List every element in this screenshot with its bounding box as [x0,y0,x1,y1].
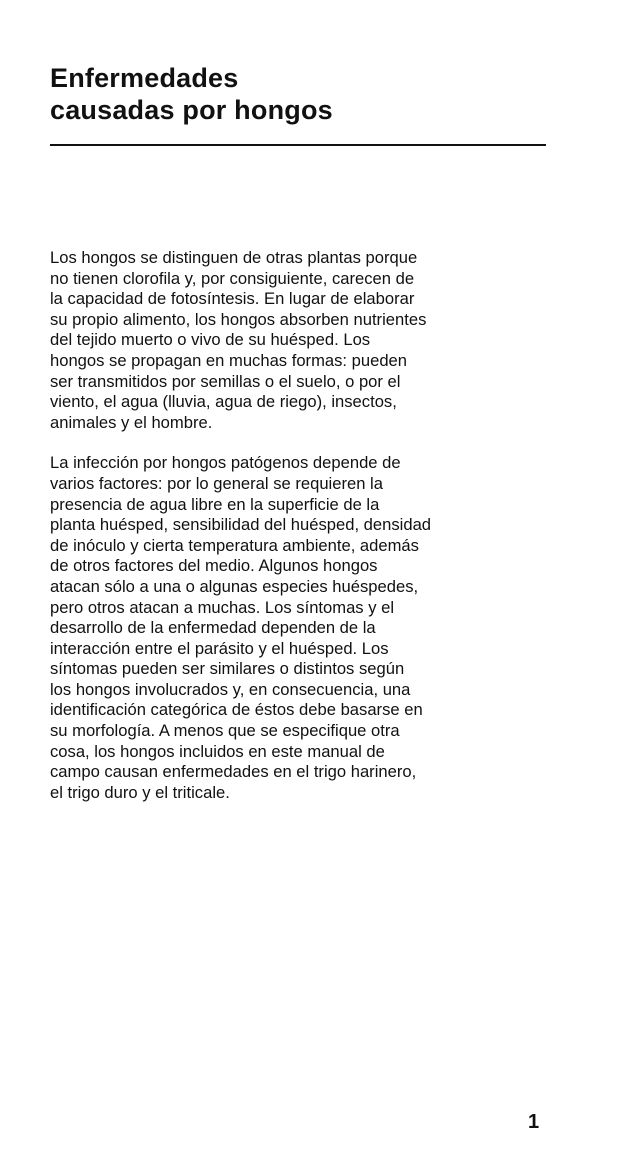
paragraph-line: pero otros atacan a muchas. Los síntomas y el [50,597,395,617]
title-divider [50,144,546,146]
paragraph-line: varios factores: por lo general se requieren la [50,473,383,493]
page-number: 1 [528,1111,540,1133]
paragraph-line: interacción entre el parásito y el huésped. Los [50,638,389,658]
paragraph-line: los hongos involucrados y, en consecuencia, una [50,679,411,699]
paragraph-line: animales y el hombre. [50,412,213,432]
paragraph-line: su propio alimento, los hongos absorben nutrientes [50,309,427,329]
paragraph-line: Los hongos se distinguen de otras plantas porque [50,248,418,267]
paragraph-line: identificación categórica de éstos debe basarse en [50,700,423,720]
paragraph-1 [50,248,550,433]
paragraph-line: el trigo duro y el triticale. [50,782,230,802]
paragraph-line: su morfología. A menos que se especifique otra [50,721,400,741]
paragraph-line: cosa, los hongos incluidos en este manual de [50,741,385,761]
paragraph-line: de otros factores del medio. Algunos hongos [50,556,378,576]
paragraph-line: síntomas pueden ser similares o distintos según [50,659,405,679]
paragraph-line: desarrollo de la enfermedad dependen de la [50,618,376,638]
paragraph-line: viento, el agua (lluvia, agua de riego), insectos, [50,392,397,412]
paragraph-line: presencia de agua libre en la superficie de la [50,494,380,514]
body-text [50,248,550,823]
page-title-line-2: causadas por hongos [50,95,333,125]
paragraph-line: ser transmitidos por semillas o el suelo, o por el [50,371,401,391]
page-title-line-1: Enfermedades [50,63,239,93]
paragraph-line: la capacidad de fotosíntesis. En lugar de elaborar [50,289,415,309]
page-title [50,62,550,126]
paragraph-line: del tejido muerto o vivo de su huésped. Los [50,330,371,350]
paragraph-line: campo causan enfermedades en el trigo harinero, [50,762,417,782]
paragraph-line: hongos se propagan en muchas formas: pueden [50,350,408,370]
paragraph-line: La infección por hongos patógenos depende de [50,453,401,473]
paragraph-line: de inóculo y cierta temperatura ambiente, además [50,535,419,555]
paragraph-line: planta huésped, sensibilidad del huésped, densidad [50,515,432,535]
paragraph-line: no tienen clorofila y, por consiguiente, carecen de [50,268,415,288]
paragraph-2 [50,453,550,803]
paragraph-line: atacan sólo a una o algunas especies huéspedes, [50,576,419,596]
